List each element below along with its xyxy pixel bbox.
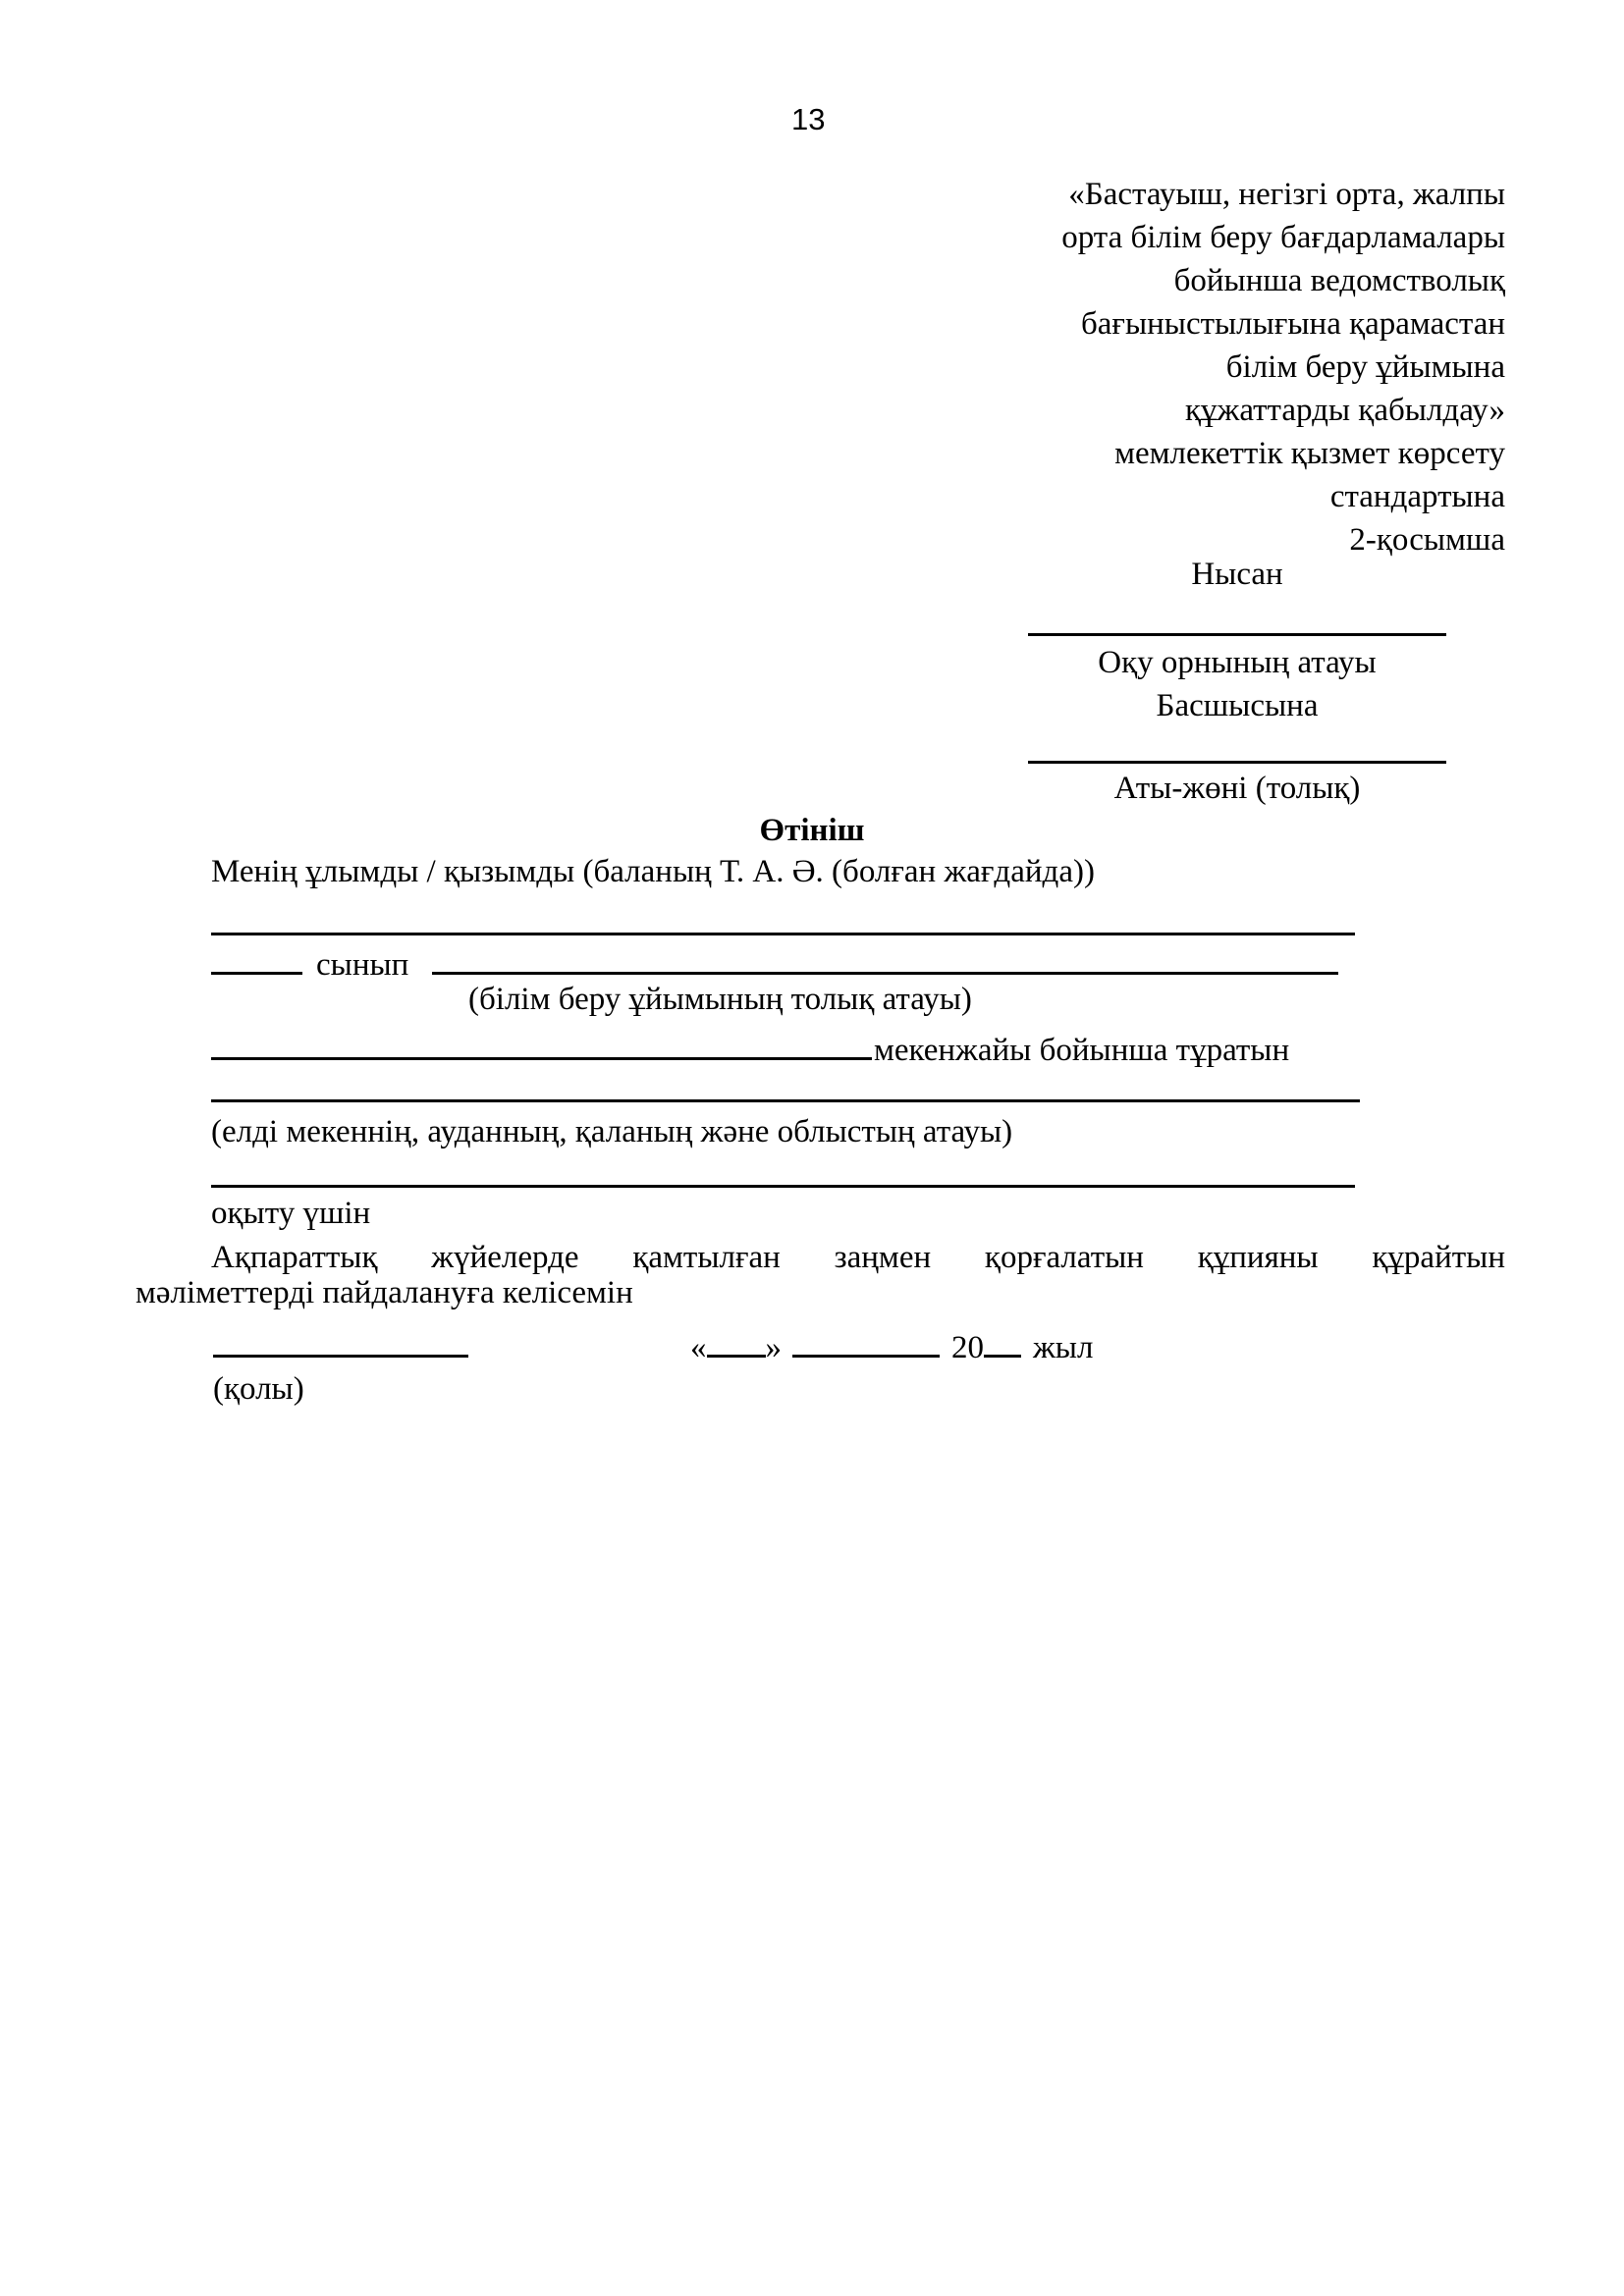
class-label: сынып bbox=[316, 947, 409, 983]
page-number: 13 bbox=[791, 102, 826, 136]
appendix-header-line: құжаттарды қабылдау» bbox=[1185, 393, 1505, 428]
appendix-header-line: стандартына bbox=[1329, 479, 1505, 514]
date-row bbox=[690, 1321, 1093, 1369]
appendix-header-line: мемлекеттік қызмет көрсету bbox=[1114, 436, 1505, 471]
org-caption: (білім беру ұйымының толық атауы) bbox=[468, 982, 972, 1017]
close-quote: » bbox=[765, 1330, 782, 1365]
consent-line-2: мәліметтерді пайдалануға келісемін bbox=[135, 1275, 633, 1310]
appendix-header-line: білім беру ұйымына bbox=[1225, 349, 1505, 385]
school-name-field bbox=[432, 938, 1338, 975]
address-suffix: мекенжайы бойынша тұратын bbox=[874, 1033, 1290, 1068]
institution-caption: Оқу орнының атауы bbox=[1098, 645, 1377, 680]
address-caption: (елді мекеннің, ауданның, қаланың және облыстың атауы) bbox=[211, 1114, 1013, 1149]
year-label: жыл bbox=[1033, 1330, 1094, 1365]
signature-caption: (қолы) bbox=[213, 1371, 304, 1407]
consent-line-1: Ақпараттық жүйелерде қамтылған заңмен қорғалатын құпияны құрайтын bbox=[211, 1240, 1505, 1275]
name-caption: Аты-жөні (толық) bbox=[1113, 771, 1361, 806]
application-title: Өтініш bbox=[759, 813, 865, 848]
appendix-header-line: «Бастауыш, негізгі орта, жалпы bbox=[1068, 177, 1505, 212]
study-line: оқыту үшін bbox=[211, 1196, 371, 1231]
appendix-header-line: бағыныстылығына қарамастан bbox=[1080, 306, 1505, 342]
address-field bbox=[211, 1024, 872, 1060]
child-name-field bbox=[211, 933, 1355, 935]
institution-name-field bbox=[1028, 633, 1446, 636]
appendix-header-line: бойынша ведомстволық bbox=[1173, 263, 1505, 298]
day-field bbox=[707, 1321, 766, 1358]
signature-field bbox=[213, 1355, 468, 1358]
addressee-captions bbox=[1028, 641, 1446, 727]
extra-field bbox=[211, 1185, 1355, 1188]
appendix-header-line: орта білім беру бағдарламалары bbox=[1061, 220, 1505, 255]
address-row bbox=[211, 1024, 1289, 1072]
year-field bbox=[984, 1321, 1021, 1358]
address-field-2 bbox=[211, 1099, 1360, 1102]
open-quote: « bbox=[690, 1330, 707, 1365]
class-number-field bbox=[211, 938, 302, 975]
year-prefix: 20 bbox=[951, 1330, 984, 1365]
head-caption: Басшысына bbox=[1156, 688, 1319, 723]
form-label: Нысан bbox=[1191, 557, 1283, 592]
applicant-name-field bbox=[1028, 761, 1446, 764]
appendix-header bbox=[955, 173, 1505, 561]
appendix-header-line: 2-қосымша bbox=[1349, 522, 1505, 558]
month-field bbox=[792, 1321, 940, 1358]
intro-line: Менің ұлымды / қызымды (баланың Т. А. Ә. (болған жағдайда)) bbox=[211, 854, 1095, 889]
